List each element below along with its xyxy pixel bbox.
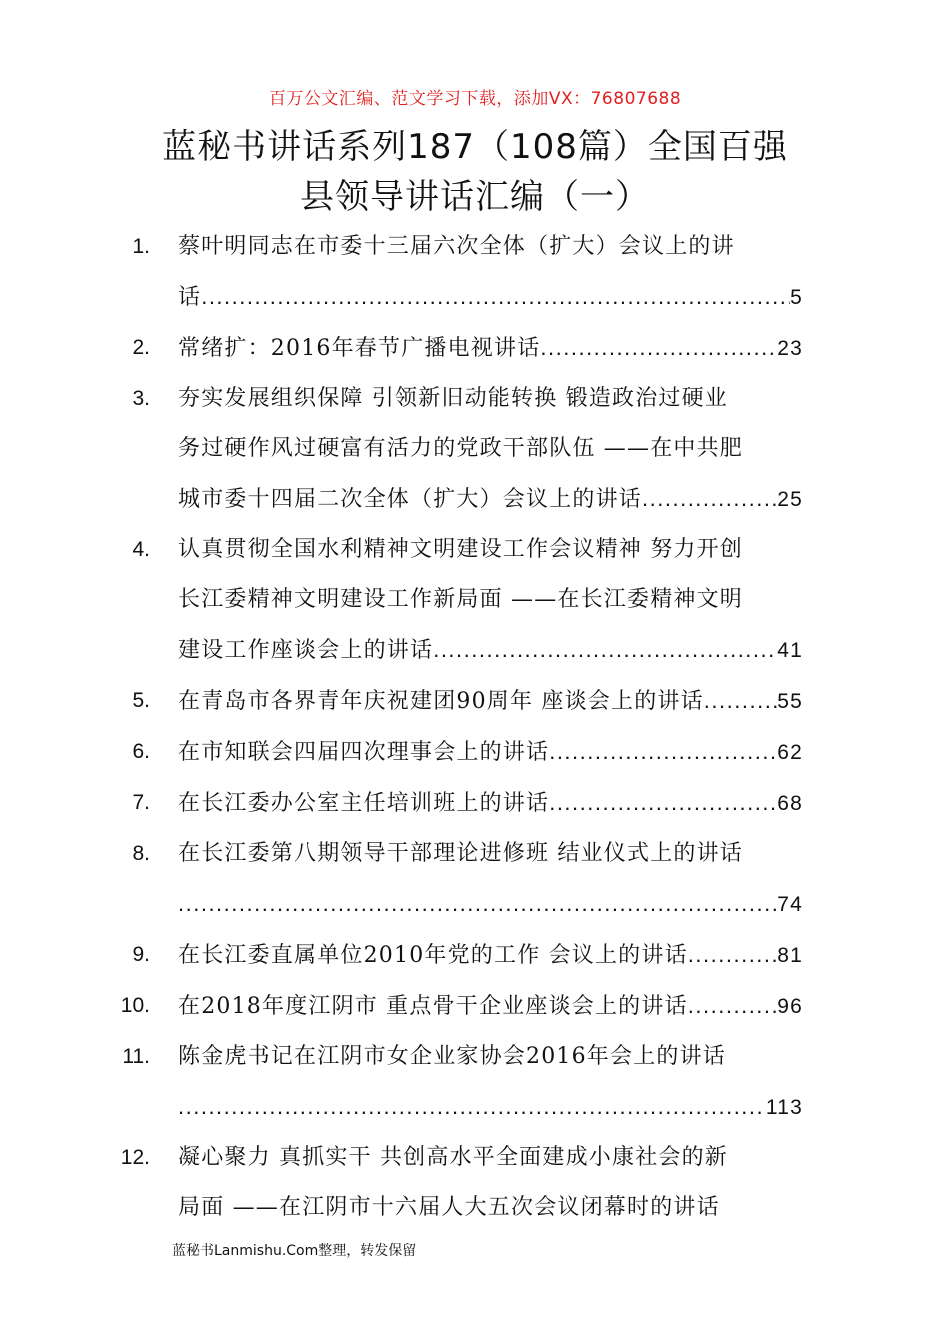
toc-entry-page-number: 23: [777, 337, 803, 360]
toc-entry-line: 在长江委直属单位2010年党的工作 会议上的讲话: [178, 943, 688, 968]
toc-entry-line: 蔡叶明同志在市委十三届六次全体（扩大）会议上的讲: [178, 234, 735, 259]
toc-entry-last-line: [178, 625, 803, 676]
toc-entry-line: 局面 ——在江阴市十六届人大五次会议闭幕时的讲话: [178, 1195, 720, 1220]
toc-entry-text: [178, 778, 803, 829]
toc-entry-line: 在长江委第八期领导干部理论进修班 结业仪式上的讲话: [178, 841, 743, 866]
toc-entry[interactable]: [108, 222, 808, 323]
toc-entry-line: 在2018年度江阴市 重点骨干企业座谈会上的讲话: [178, 994, 688, 1019]
toc-entry-line: 城市委十四届二次全体（扩大）会议上的讲话: [178, 487, 643, 512]
document-title: [120, 122, 830, 222]
toc-entry-text: [178, 981, 803, 1032]
dot-leader: [201, 272, 790, 322]
toc-entry-text: [178, 727, 803, 778]
dot-leader: [178, 879, 777, 929]
toc-entry-last-line: [178, 778, 803, 829]
dot-leader: [549, 727, 777, 777]
dot-leader: [642, 474, 777, 524]
toc-entry-line: 在青岛市各界青年庆祝建团90周年 座谈会上的讲话: [178, 689, 704, 714]
toc-entry-last-line: [178, 676, 803, 727]
dot-leader: [688, 930, 777, 980]
toc-entry-last-line: [178, 981, 803, 1032]
toc-entry-text: [178, 1133, 803, 1233]
toc-entry-number: 8.: [132, 842, 150, 865]
toc-entry-text: [178, 1032, 803, 1133]
toc-entry-page-number: 25: [777, 488, 803, 511]
toc-entry-page-number: 81: [777, 944, 803, 967]
toc-entry-page-number: 113: [765, 1096, 803, 1119]
toc-entry-number: 10.: [120, 994, 150, 1017]
toc-entry-page-number: 5: [790, 286, 803, 309]
title-line-1: 蓝秘书讲话系列187（108篇）全国百强: [162, 127, 788, 167]
header-note: 百万公文汇编、范文学习下载，添加VX：76807688: [268, 89, 682, 109]
toc-entry-text: [178, 323, 803, 374]
toc-entry-number: 11.: [122, 1045, 150, 1068]
toc-entry[interactable]: [108, 1032, 808, 1133]
toc-entry[interactable]: [108, 727, 808, 778]
toc-entry-text: [178, 676, 803, 727]
toc-entry-page-number: 62: [777, 741, 803, 764]
toc-entry[interactable]: [108, 981, 808, 1032]
toc-entry-page-number: 41: [777, 639, 803, 662]
dot-leader: [704, 676, 777, 726]
toc-entry-line: 认真贯彻全国水利精神文明建设工作会议精神 努力开创: [178, 537, 743, 562]
toc-entry-number: 2.: [132, 336, 150, 359]
toc-entry[interactable]: [108, 374, 808, 525]
toc-entry-number: 4.: [132, 538, 150, 561]
toc-entry[interactable]: [108, 930, 808, 981]
toc-entry-page-number: 55: [777, 690, 803, 713]
toc-entry-text: [178, 829, 803, 930]
toc-entry-last-line: [178, 879, 803, 930]
toc-entry-last-line: [178, 727, 803, 778]
toc-entry-line: 在市知联会四届四次理事会上的讲话: [178, 740, 550, 765]
toc-entry[interactable]: [108, 1133, 808, 1233]
toc-entry-last-line: [178, 323, 803, 374]
toc-entry-last-line: [178, 1082, 803, 1133]
toc-entry-text: [178, 374, 803, 525]
footer-note: 蓝秘书Lanmishu.Com整理，转发保留: [172, 1243, 417, 1259]
dot-leader: [549, 778, 777, 828]
toc-entry-line: 务过硬作风过硬富有活力的党政干部队伍 ——在中共肥: [178, 436, 743, 461]
toc-entry-page-number: 74: [777, 893, 803, 916]
toc-entry-number: 12.: [120, 1146, 150, 1169]
toc-entry-text: [178, 525, 803, 676]
table-of-contents: [108, 222, 808, 1233]
toc-entry-page-number: 68: [777, 792, 803, 815]
toc-entry-page-number: 96: [777, 995, 803, 1018]
toc-entry-line: 陈金虎书记在江阴市女企业家协会2016年会上的讲话: [178, 1044, 726, 1069]
toc-entry-line: 在长江委办公室主任培训班上的讲话: [178, 791, 550, 816]
toc-entry-line: 话: [178, 285, 202, 310]
toc-entry[interactable]: [108, 778, 808, 829]
toc-entry-number: 5.: [132, 689, 150, 712]
title-line-2: 县领导讲话汇编（一）: [300, 177, 650, 217]
toc-entry[interactable]: [108, 829, 808, 930]
toc-entry-number: 1.: [132, 235, 150, 258]
dot-leader: [540, 323, 777, 373]
toc-entry-line: 建设工作座谈会上的讲话: [178, 638, 434, 663]
toc-entry[interactable]: [108, 525, 808, 676]
toc-entry-last-line: [178, 930, 803, 981]
toc-entry-number: 6.: [132, 740, 150, 763]
dot-leader: [688, 981, 777, 1031]
toc-entry-number: 9.: [132, 943, 150, 966]
toc-entry-line: 长江委精神文明建设工作新局面 ——在长江委精神文明: [178, 587, 743, 612]
toc-entry[interactable]: [108, 323, 808, 374]
dot-leader: [178, 1082, 766, 1132]
toc-entry-text: [178, 930, 803, 981]
toc-entry-last-line: [178, 272, 803, 323]
toc-entry-number: 3.: [132, 387, 150, 410]
toc-entry-text: [178, 222, 803, 323]
toc-entry[interactable]: [108, 676, 808, 727]
toc-entry-number: 7.: [132, 791, 150, 814]
toc-entry-line: 夯实发展组织保障 引领新旧动能转换 锻造政治过硬业: [178, 386, 728, 411]
dot-leader: [433, 625, 777, 675]
toc-entry-line: 常绪扩：2016年春节广播电视讲话: [178, 336, 541, 361]
toc-entry-line: 凝心聚力 真抓实干 共创高水平全面建成小康社会的新: [178, 1145, 728, 1170]
toc-entry-last-line: [178, 474, 803, 525]
